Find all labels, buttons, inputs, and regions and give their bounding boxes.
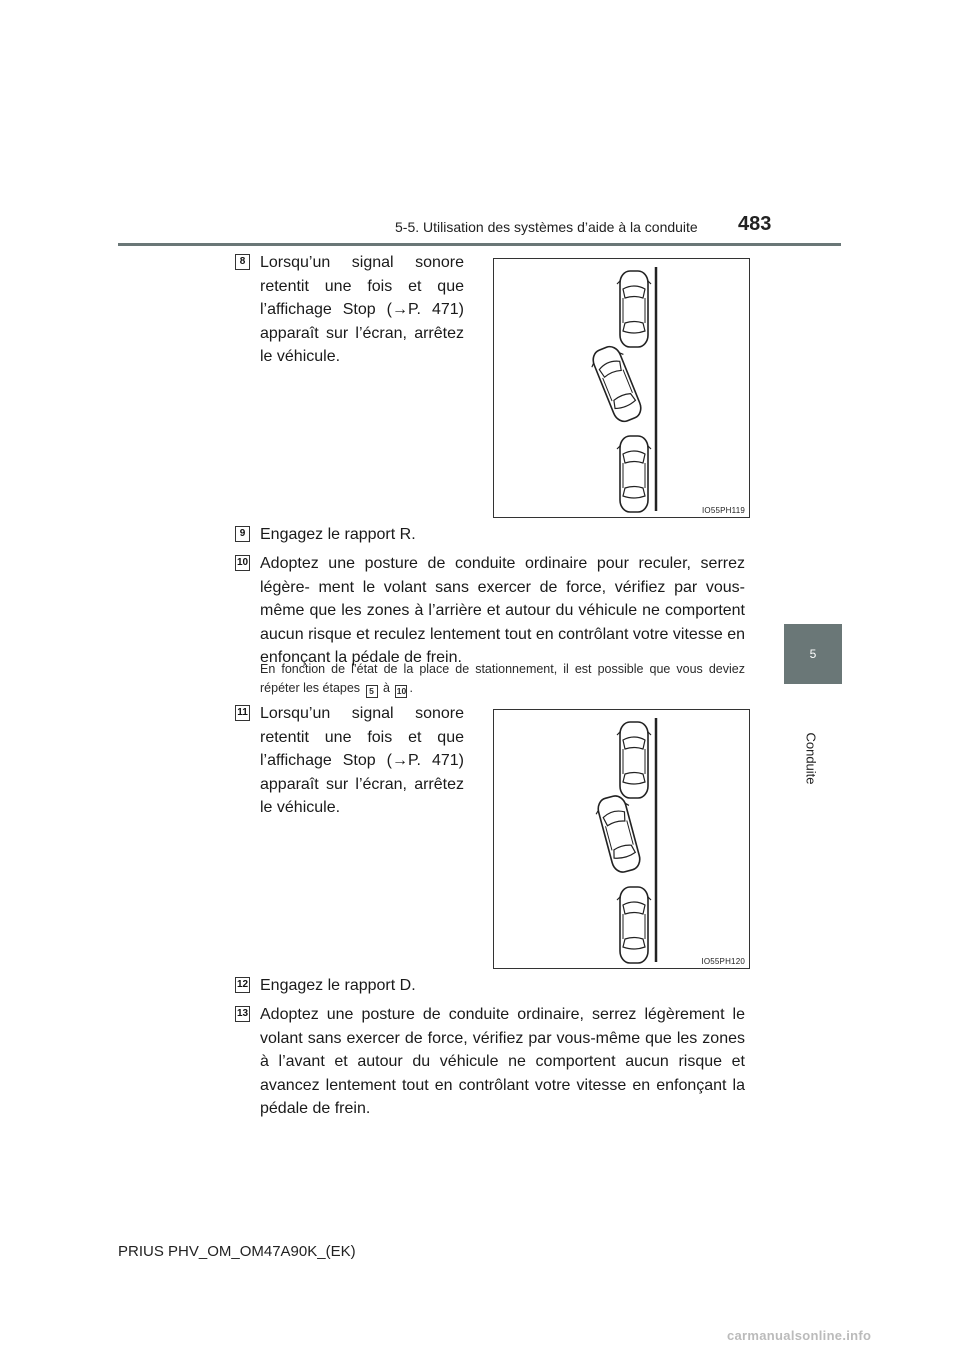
step-text: Engagez le rapport D. <box>260 977 416 994</box>
step-number-badge: 10 <box>235 555 250 571</box>
step-text: Adoptez une posture de conduite ordinaire, serrez légèrement le volant sans exercer de force, vérifiez par vous-même que les zones à l’avant et autour du véhicule ne comportent aucun risque et avancez lentement tout en contrôlant votre vitesse en enfonçant la pédale de frein. <box>260 1006 745 1118</box>
step-text: Lorsqu’un signal sonore retentit une fois et que l’affichage Stop (→P. 471) apparaît sur l’écran, arrêtez le véhicule. <box>260 254 464 366</box>
maneuvering-car <box>593 793 646 875</box>
parked-car-front <box>617 271 651 347</box>
step-text: Lorsqu’un signal sonore retentit une fois et que l’affichage Stop (→P. 471) apparaît sur l’écran, arrêtez le véhicule. <box>260 705 464 817</box>
parked-car-rear <box>617 887 651 963</box>
parking-diagram-svg <box>494 259 749 517</box>
chapter-label: Conduite <box>803 731 819 785</box>
note-paragraph <box>260 660 745 698</box>
note-text: En fonction de l’état de la place de stationnement, il est possible que vous deviez répéter les étapes <box>260 662 745 695</box>
figure-code: IO55PH120 <box>701 957 745 966</box>
document-id: PRIUS PHV_OM_OM47A90K_(EK) <box>118 1243 356 1260</box>
figure-code: IO55PH119 <box>701 506 745 515</box>
page-number: 483 <box>738 213 772 235</box>
maneuvering-car <box>587 342 647 425</box>
step-number-badge: 9 <box>235 526 250 542</box>
step-number-badge: 13 <box>235 1006 250 1022</box>
chapter-tab <box>784 624 842 684</box>
parked-car-rear <box>617 436 651 512</box>
step-reference-badge: 5 <box>366 685 378 698</box>
step-text: Engagez le rapport R. <box>260 526 416 543</box>
header-divider <box>118 243 841 246</box>
step-number-badge: 12 <box>235 977 250 993</box>
step-number-badge: 8 <box>235 254 250 270</box>
parking-illustration <box>493 258 750 518</box>
note-end: . <box>409 681 413 695</box>
watermark: carmanualsonline.info <box>727 1328 872 1343</box>
parking-diagram-svg <box>494 710 749 968</box>
step-number-badge: 11 <box>235 705 250 721</box>
parked-car-front <box>617 722 651 798</box>
chapter-number: 5 <box>809 647 817 661</box>
parking-illustration <box>493 709 750 969</box>
section-title: 5-5. Utilisation des systèmes d’aide à la conduite <box>395 219 698 235</box>
chapter-label-container <box>781 718 841 798</box>
note-connector: à <box>383 681 390 695</box>
step-text: Adoptez une posture de conduite ordinaire pour reculer, serrez légère- ment le volant sans exercer de force, vérifiez par vous-même que les zones à l’arrière et autour du véhicule ne comportent aucun risque et reculez lentement tout en contrôlant votre vitesse en enfonçant la pédale de frein. <box>260 555 745 667</box>
step-reference-badge: 10 <box>396 686 407 696</box>
